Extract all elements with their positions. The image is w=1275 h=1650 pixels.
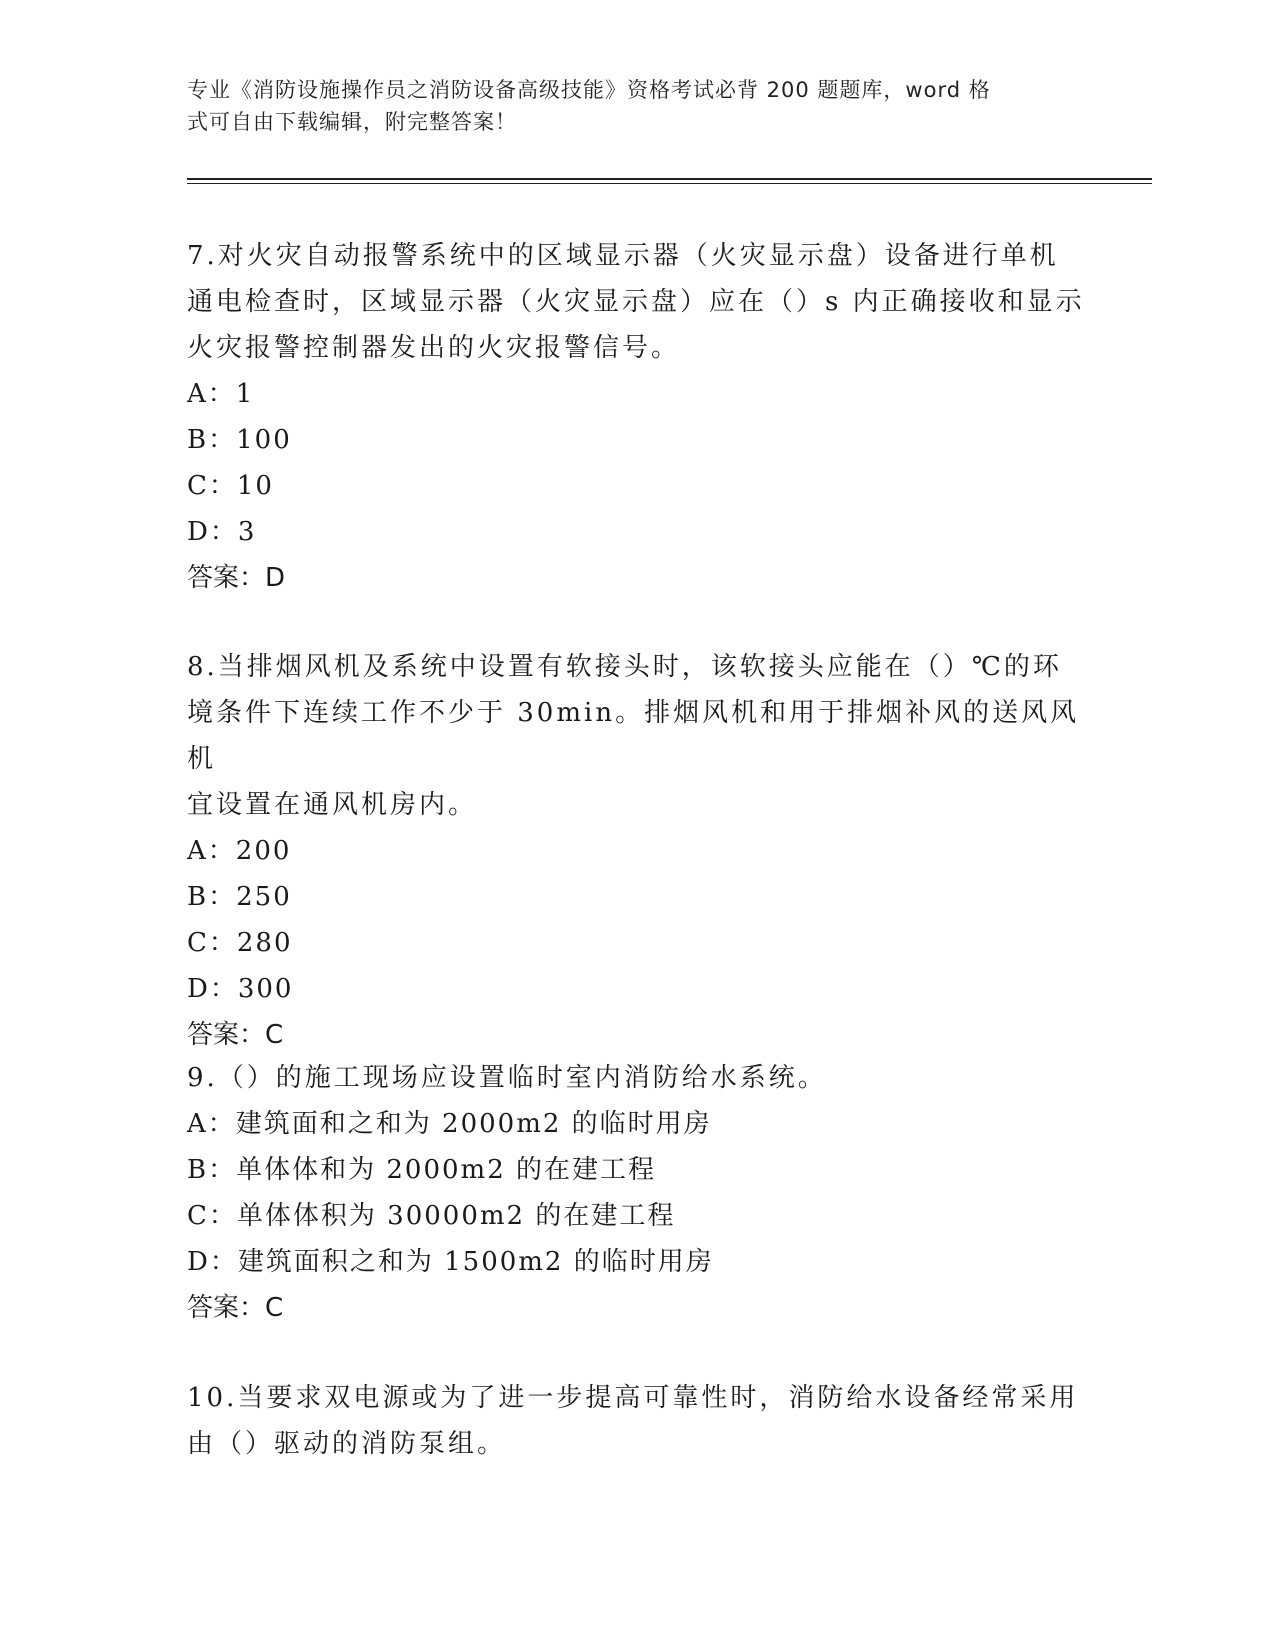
option-b: B：250	[187, 882, 292, 912]
option-c: C：280	[187, 928, 293, 958]
question-stem-line: 9.（）的施工现场应设置临时室内消防给水系统。	[187, 1063, 827, 1093]
question-stem-line: 通电检查时，区域显示器（火灾显示盘）应在（）s 内正确接收和显示	[187, 287, 1085, 317]
option-a: A：200	[187, 836, 292, 866]
header-line: 专业《消防设施操作员之消防设备高级技能》资格考试必背 200 题题库，word 格	[187, 78, 991, 102]
question-stem-line: 8.当排烟风机及系统中设置有软接头时，该软接头应能在（）℃的环	[187, 652, 1062, 682]
option-c: C：10	[187, 471, 274, 501]
question-8	[187, 644, 1087, 1058]
question-stem-line: 宜设置在通风机房内。	[187, 790, 478, 820]
option-b: B：100	[187, 425, 292, 455]
option-a: A：1	[187, 379, 255, 409]
answer: 答案：C	[187, 1293, 284, 1323]
question-stem-line: 由（）驱动的消防泵组。	[187, 1429, 507, 1459]
question-stem-line: 火灾报警控制器发出的火灾报警信号。	[187, 333, 681, 363]
question-stem-line: 10.当要求双电源或为了进一步提高可靠性时，消防给水设备经常采用	[187, 1383, 1079, 1413]
question-stem-line: 7.对火灾自动报警系统中的区域显示器（火灾显示盘）设备进行单机	[187, 241, 1059, 271]
header-divider-thin	[187, 183, 1152, 184]
document-header	[187, 74, 1067, 138]
answer: 答案：D	[187, 563, 286, 593]
option-c: C：单体体积为 30000m2 的在建工程	[187, 1201, 676, 1231]
option-a: A：建筑面和之和为 2000m2 的临时用房	[187, 1109, 712, 1139]
question-7	[187, 233, 1087, 601]
question-stem-line: 境条件下连续工作不少于 30min。排烟风机和用于排烟补风的送风风机	[187, 698, 1080, 774]
header-line: 式可自由下载编辑，附完整答案！	[187, 110, 517, 134]
answer: 答案：C	[187, 1020, 284, 1050]
option-d: D：300	[187, 974, 294, 1004]
question-9	[187, 1055, 1087, 1331]
option-b: B：单体体和为 2000m2 的在建工程	[187, 1155, 657, 1185]
header-divider-thick	[187, 178, 1152, 180]
question-10	[187, 1375, 1087, 1467]
option-d: D：3	[187, 517, 257, 547]
option-d: D：建筑面积之和为 1500m2 的临时用房	[187, 1247, 714, 1277]
